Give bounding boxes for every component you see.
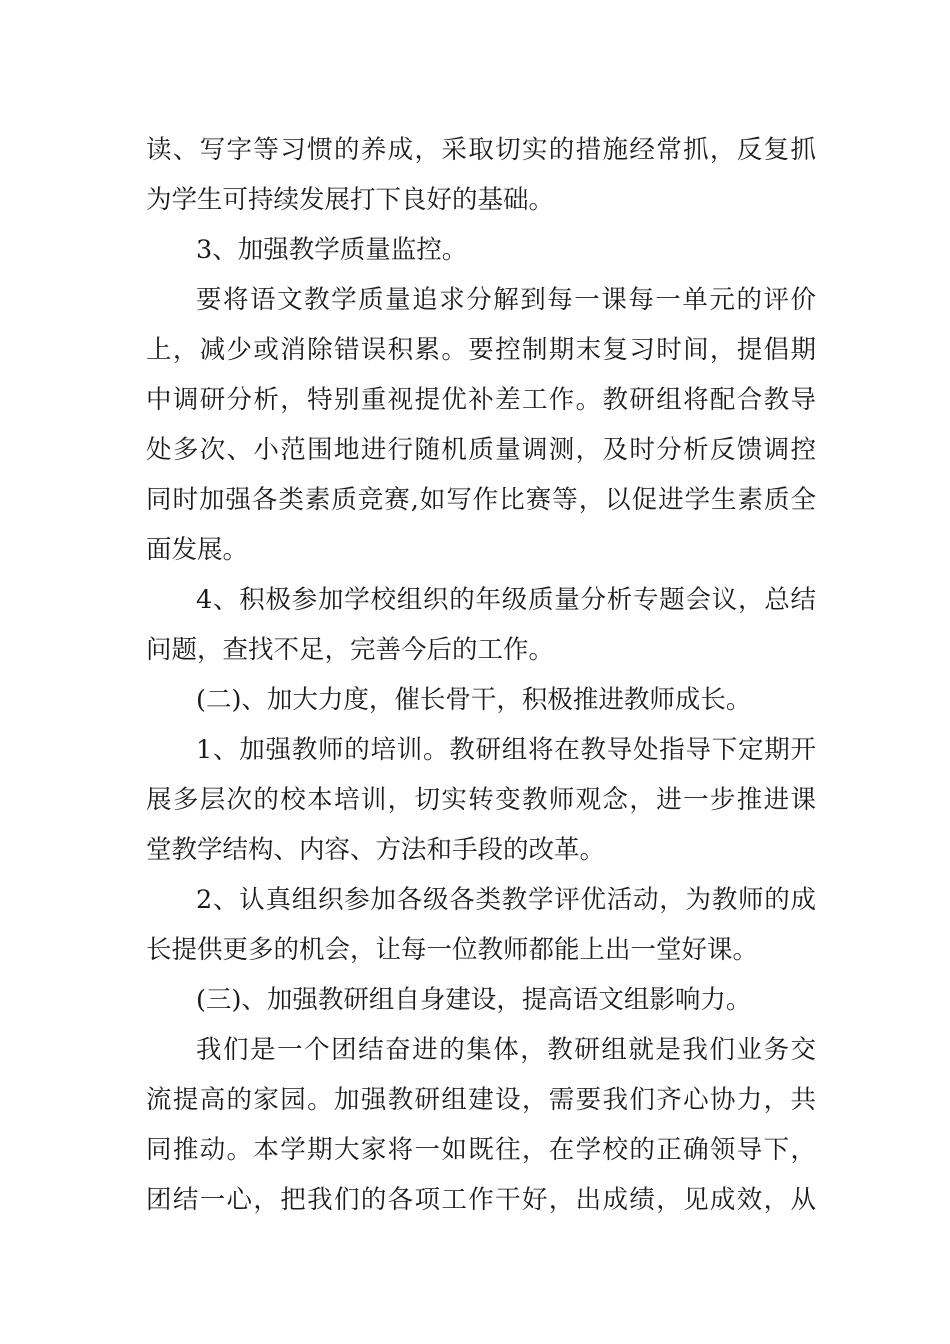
text-line: 为学生可持续发展打下良好的基础。 <box>146 185 555 215</box>
text-line: 要将语文教学质量追求分解到每一课每一单元的评价 <box>196 285 816 315</box>
text-line: 问题，查找不足，完善今后的工作。 <box>146 635 555 665</box>
section-heading: 3、加强教学质量监控。 <box>196 235 468 265</box>
text-line: 中调研分析，特别重视提优补差工作。教研组将配合教导 <box>146 385 816 415</box>
text-line: 同推动。本学期大家将一如既往，在学校的正确领导下， <box>146 1135 816 1165</box>
text-line: 处多次、小范围地进行随机质量调测，及时分析反馈调控 <box>146 435 816 465</box>
text-line: 我们是一个团结奋进的集体，教研组就是我们业务交 <box>196 1035 816 1065</box>
text-line: 长提供更多的机会，让每一位教师都能上出一堂好课。 <box>146 935 759 965</box>
section-heading: (三)、加强教研组自身建设，提高语文组影响力。 <box>196 985 752 1015</box>
section-heading: (二)、加大力度，催长骨干，积极推进教师成长。 <box>196 685 752 715</box>
text-line: 同时加强各类素质竞赛,如写作比赛等，以促进学生素质全 <box>146 485 816 515</box>
text-line: 团结一心，把我们的各项工作干好，出成绩，见成效，从 <box>146 1185 816 1215</box>
text-line: 读、写字等习惯的养成，采取切实的措施经常抓，反复抓 <box>146 135 816 165</box>
text-line: 堂教学结构、内容、方法和手段的改革。 <box>146 835 606 865</box>
text-line: 流提高的家园。加强教研组建设，需要我们齐心协力，共 <box>146 1085 816 1115</box>
text-line: 4、积极参加学校组织的年级质量分析专题会议，总结 <box>196 585 816 615</box>
text-line: 1、加强教师的培训。教研组将在教导处指导下定期开 <box>196 735 816 765</box>
text-line: 2、认真组织参加各级各类教学评优活动，为教师的成 <box>196 885 816 915</box>
text-line: 上，减少或消除错误积累。要控制期末复习时间，提倡期 <box>146 335 816 365</box>
text-line: 面发展。 <box>146 535 249 565</box>
text-line: 展多层次的校本培训，切实转变教师观念，进一步推进课 <box>146 785 816 815</box>
